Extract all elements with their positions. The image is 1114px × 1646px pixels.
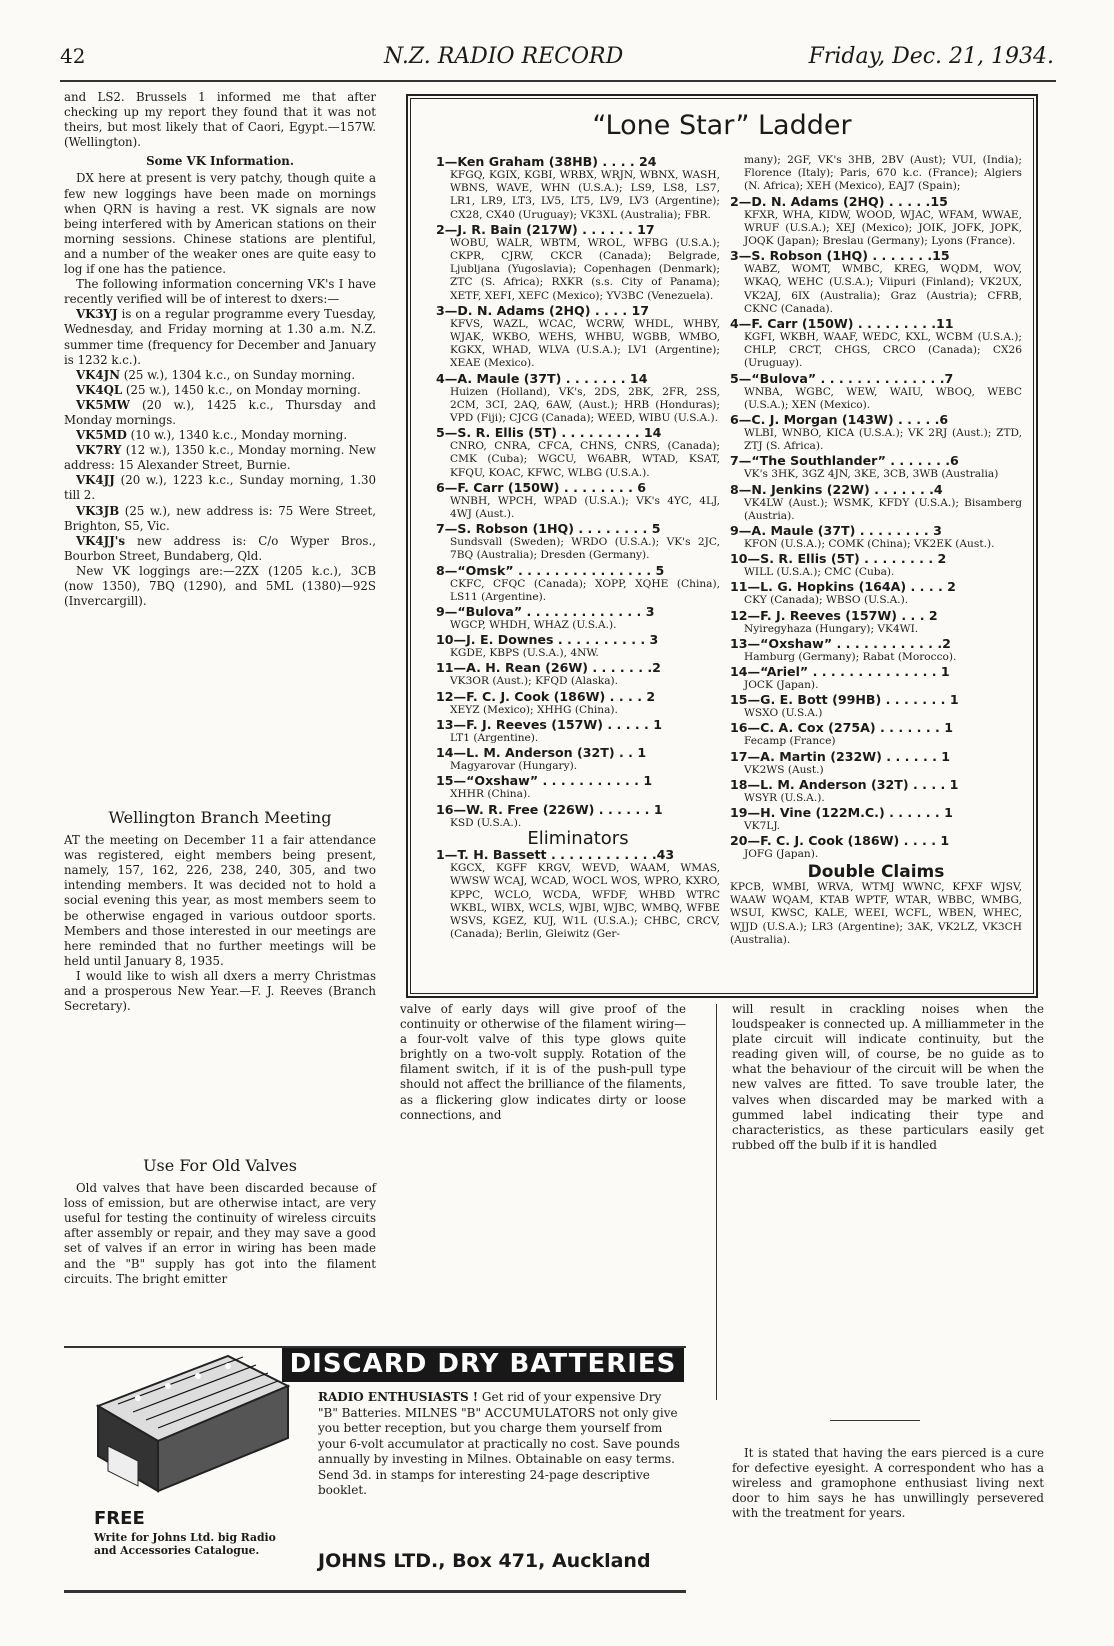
ladder-left-entries <box>436 154 720 830</box>
vk-callsign: VK3JB <box>76 503 120 518</box>
ladder-entry-stations: Fecamp (France) <box>744 735 836 748</box>
ladder-entry-rank: 4—A. Maule (37T) . . . . . . . 14 <box>436 370 648 386</box>
vk-station-details: (25 w.), new address is: 75 Were Street, Brighton, S5, Vic. <box>64 503 376 533</box>
ladder-entry-rank: 14—L. M. Anderson (32T) . . 1 <box>436 745 647 761</box>
ladder-entry-rank: 2—J. R. Bain (217W) . . . . . . 17 <box>436 221 655 237</box>
vk-callsign: VK4JJ's <box>76 533 126 548</box>
old-valves-heading: Use For Old Valves <box>143 1156 297 1175</box>
left-column <box>64 90 376 609</box>
vk-station-item <box>64 428 376 443</box>
ladder-left-column <box>436 154 720 941</box>
ladder-entry-stations: VK7LJ. <box>744 820 781 833</box>
vk-station-item <box>64 473 376 503</box>
accumulator-illustration <box>78 1346 298 1496</box>
ladder-entry-rank: 3—S. Robson (1HQ) . . . . . . .15 <box>730 248 950 264</box>
ladder-entry-rank: 10—S. R. Ellis (5T) . . . . . . . . 2 <box>730 551 947 567</box>
ad-top-rule <box>64 1346 686 1348</box>
ladder-entry-stations: CKY (Canada); WBSO (U.S.A.). <box>744 594 909 607</box>
ladder-entry-stations: XHHR (China). <box>450 788 531 801</box>
old-valves-section <box>64 1158 376 1287</box>
ladder-entry-rank: 2—D. N. Adams (2HQ) . . . . .15 <box>730 193 948 209</box>
ladder-entry-rank: 14—“Ariel” . . . . . . . . . . . . . . 1 <box>730 664 950 680</box>
ad-body <box>318 1390 682 1499</box>
ladder-entry-stations: XEYZ (Mexico); XHHG (China). <box>450 703 618 716</box>
ladder-entry-rank: 13—F. J. Reeves (157W) . . . . . 1 <box>436 716 662 732</box>
vk-station-item <box>64 534 376 564</box>
vk-callsign: VK4QL <box>76 382 123 397</box>
vk-callsign: VK4JN <box>76 367 120 382</box>
ladder-entry-stations: WABZ, WOMT, WMBC, KREG, WQDM, WOV, WKAQ, WEHC (U.S.A.); Viipuri (Finland); VK2UX, VK2AJ, 6IX (Australia); Graz (Austria); CFRB, CKNC (Canada). <box>744 263 1022 315</box>
ladder-entry-rank: 4—F. Carr (150W) . . . . . . . . .11 <box>730 316 954 332</box>
ladder-entry-stations: Sundsvall (Sweden); WRDO (U.S.A.); VK's 2JC, 7BQ (Australia); Dresden (Germany). <box>450 536 720 562</box>
vk-callsign: VK5MD <box>76 428 127 443</box>
ladder-entry-stations: WSXO (U.S.A.) <box>744 707 823 720</box>
ladder-right-column <box>730 154 1022 947</box>
vk-paragraph-3: New VK loggings are:—2ZX (1205 k.c.), 3CB (now 1350), 7BQ (1290), and 5ML (1380)—92S (Invercargill). <box>64 563 376 609</box>
ladder-entry-stations: Nyiregyhaza (Hungary); VK4WI. <box>744 622 919 635</box>
column-divider <box>716 1004 717 1400</box>
old-valves-paragraph: Old valves that have been discarded because of loss of emission, but are otherwise intact, are very useful for testing the continuity of wireless circuits after assembly or repair, and they may save a good set of valves if an error in wiring has been made and the "B" supply has got into the filament circuits. The bright emitter <box>64 1181 376 1286</box>
ladder-entry-stations: LT1 (Argentine). <box>450 731 539 744</box>
ladder-entry-rank: 17—A. Martin (232W) . . . . . . 1 <box>730 748 951 764</box>
ladder-entry-stations: WILL (U.S.A.); CMC (Cuba). <box>744 566 895 579</box>
ladder-entry-stations: KSD (U.S.A.). <box>450 816 522 829</box>
vk-callsign: VK5MW <box>76 397 130 412</box>
wellington-heading: Wellington Branch Meeting <box>108 808 332 827</box>
batteries-advertisement <box>64 1340 686 1620</box>
ladder-entry-rank: 3—D. N. Adams (2HQ) . . . . 17 <box>436 302 650 318</box>
ladder-entry-stations: JOFG (Japan). <box>744 848 819 861</box>
middle-column-text: valve of early days will give proof of the continuity or otherwise of the filament wiring—a four-volt valve of this type glows quite brightly on a two-volt supply. Rotation of the filament switch, if it is of the push-pull type should not affect the brilliance of the filaments, as a flickering glow indicates dirty or loose connections, and <box>400 1002 686 1122</box>
ladder-entry-rank: 9—A. Maule (37T) . . . . . . . . 3 <box>730 523 942 539</box>
ladder-entry-rank: 19—H. Vine (122M.C.) . . . . . . 1 <box>730 805 953 821</box>
wellington-paragraph-2: I would like to wish all dxers a merry Christmas and a prosperous New Year.—F. J. Reeves (Branch Secretary). <box>64 968 376 1014</box>
ladder-entry-rank: 11—A. H. Rean (26W) . . . . . . .2 <box>436 660 661 676</box>
ladder-entry-stations: VK4LW (Aust.); WSMK, KFDY (U.S.A.); Bisamberg (Austria). <box>744 496 1022 522</box>
vk-paragraph-2: The following information concerning VK's I have recently verified will be of interest to dxers:— <box>64 277 376 307</box>
vk-station-item <box>64 504 376 534</box>
ladder-entry-stations: KGDE, KBPS (U.S.A.), 4NW. <box>450 647 599 660</box>
ladder-entry-stations: CKFC, CFQC (Canada); XOPP, XQHE (China), LS11 (Argentine). <box>450 577 720 603</box>
issue-date: Friday, Dec. 21, 1934. <box>808 44 1054 69</box>
ladder-entry-rank: 5—S. R. Ellis (5T) . . . . . . . . . 14 <box>436 425 662 441</box>
right-column <box>732 1002 1044 1153</box>
vk-callsign: VK3YJ <box>76 307 118 322</box>
wellington-section <box>64 810 376 1014</box>
ladder-entry-rank: 11—L. G. Hopkins (164A) . . . . 2 <box>730 579 956 595</box>
vk-station-details: (20 w.), 1425 k.c., Thursday and Monday mornings. <box>64 397 376 427</box>
page-number: 42 <box>60 44 86 68</box>
ladder-entry-rank: 6—C. J. Morgan (143W) . . . . .6 <box>730 412 949 428</box>
ladder-entry-stations: KFGQ, KGIX, KGBI, WRBX, WRJN, WBNX, WASH, WBNS, WAVE, WHN (U.S.A.); LS9, LS8, LS7, LR1, LR9, LT3, LV5, LT5, LV9, LV3 (Argentine); CX28, CX40 (Uruguay); VK3XL (Australia); FBR. <box>450 169 720 221</box>
ladder-entry-rank: 10—J. E. Downes . . . . . . . . . . 3 <box>436 632 659 648</box>
vk-station-item <box>64 443 376 473</box>
ladder-entry-stations: JOCK (Japan). <box>744 679 819 692</box>
ladder-entry-stations: KFVS, WAZL, WCAC, WCRW, WHDL, WHBY, WJAK, WKBO, WEHS, WHBU, WGBB, WMBO, KGKX, WHAD, WLVA (U.S.A.); LV1 (Argentine); XEAE (Mexico). <box>450 317 720 370</box>
ladder-entry-stations: KFON (U.S.A.); COMK (China); VK2EK (Aust.). <box>744 538 995 551</box>
eliminator-stations: KGCX, KGFF KRGV, WEVD, WAAM, WMAS, WWSW WCAJ, WCAD, WOCL WOS, WPRO, KXRO, KPPC, WCLO, WCDA, WFDF, WHBD WTRC WKBL, WIBX, WCLS, WJBI, WJBC, WMBQ, WFBE WSVS, KGEZ, KUJ, W1L (U.S.A.); CHBC, CRCV, (Canada); Berlin, Gleiwitz (Ger- <box>450 862 720 941</box>
ladder-entry-stations: WOBU, WALR, WBTM, WROL, WFBG (U.S.A.); CKPR, CJRW, CKCR (Canada); Belgrade, Ljubljana (Yugoslavia); Copenhagen (Denmark); ZTC (S. Africa); RXKR (s.s. City of Panama); XETF, XEFI, XEFC (Mexico); YV3BC (Venezuela). <box>450 236 720 302</box>
ladder-entry-rank: 8—N. Jenkins (22W) . . . . . . .4 <box>730 481 943 497</box>
ladder-entry-stations: WNBH, WPCH, WPAD (U.S.A.); VK's 4YC, 4LJ, 4WJ (Aust.). <box>450 494 720 521</box>
right-column-text: will result in crackling noises when the loudspeaker is connected up. A milliammeter in the plate circuit will indicate continuity, but the reading given will, of course, be no guide as to what the behaviour of the circuit will be when the new valves are fitted. To save trouble later, the valves when discarded may be marked with a gummed label indicating their type and characteristics, as these particulars easily get rubbed off the bulb if it is handled <box>732 1002 1044 1152</box>
vk-paragraph-1: DX here at present is very patchy, though quite a few new loggings have been made on mornings when QRN is having a rest. VK signals are now being interfered with by American stations on their morning sessions. Chinese stations are plentiful, and a number of the weaker ones are quite easy to log if one has the patience. <box>64 171 376 277</box>
vk-station-details: (25 w.), 1450 k.c., on Monday morning. <box>122 382 361 397</box>
ladder-entry-rank: 9—“Bulova” . . . . . . . . . . . . . 3 <box>436 604 655 620</box>
vk-station-details: new address is: C/o Wyper Bros., Bourbon Street, Bundaberg, Qld. <box>64 533 376 563</box>
ladder-entry-stations: VK3OR (Aust.); KFQD (Alaska). <box>450 675 619 688</box>
vk-heading: Some VK Information. <box>146 154 294 169</box>
middle-column <box>400 1002 686 1123</box>
ladder-title: “Lone Star” Ladder <box>592 110 852 141</box>
intro-paragraph: and LS2. Brussels 1 informed me that after checking up my report they found that it was not theirs, but most likely that of Caori, Egypt.—157W. (Wellington). <box>64 90 376 150</box>
vk-station-item <box>64 383 376 398</box>
ladder-entry-rank: 15—G. E. Bott (99HB) . . . . . . . 1 <box>730 692 959 708</box>
vk-station-item <box>64 398 376 428</box>
ears-paragraph: It is stated that having the ears pierced is a cure for defective eyesight. A correspondent who has a wireless and gramophone enthusiast living next door to him says he has unwillingly persevered with the treatment for years. <box>732 1446 1044 1521</box>
ladder-entry-stations: WGCP, WHDH, WHAZ (U.S.A.). <box>450 619 617 632</box>
page-header <box>60 44 1054 74</box>
vk-callsign: VK7RY <box>76 443 122 458</box>
vk-station-item <box>64 307 376 367</box>
ad-free-text: Write for Johns Ltd. big Radio and Accessories Catalogue. <box>94 1531 276 1557</box>
ladder-entry-stations: WNBA, WGBC, WEW, WAIU, WBOQ, WEBC (U.S.A.); XEN (Mexico). <box>744 385 1022 411</box>
vk-callsign: VK4JJ <box>76 473 115 488</box>
vk-station-details: (20 w.), 1223 k.c., Sunday morning, 1.30 till 2. <box>64 473 376 503</box>
ladder-entry-rank: 15—“Oxshaw” . . . . . . . . . . . 1 <box>436 773 653 789</box>
ladder-entry-rank: 18—L. M. Anderson (32T) . . . . 1 <box>730 776 959 792</box>
ladder-entry-rank: 7—“The Southlander” . . . . . . .6 <box>730 453 959 469</box>
ladder-entry-stations: KFXR, WHA, KIDW, WOOD, WJAC, WFAM, WWAE, WRUF (U.S.A.); XEJ (Mexico); JOIK, JOFK, JOPK, JOQK (Japan); Breslau (Germany); Lyons (France). <box>744 208 1022 248</box>
double-claims-stations: KPCB, WMBI, WRVA, WTMJ WWNC, KFXF WJSV, WAAW WQAM, KTAB WPTF, WTAR, WBBC, WMBG, WSUI, KWSC, KALE, WEEI, WCFL, WBEN, WHEC, WJJD (U.S.A.); LR3 (Argentine); 3AK, VK2LZ, VK3CH (Australia). <box>730 881 1022 946</box>
ad-lead: RADIO ENTHUSIASTS ! <box>318 1390 479 1404</box>
ladder-right-entries <box>730 194 1022 862</box>
vk-station-details: (10 w.), 1340 k.c., Monday morning. <box>126 428 348 443</box>
ladder-continuation: many); 2GF, VK's 3HB, 2BV (Aust); VUI, (India); Florence (Italy); Paris, 670 k.c. (France); Algiers (N. Africa); XEH (Mexico), EAJ7 (Spain); <box>744 154 1022 193</box>
ears-item <box>732 1446 1044 1521</box>
publication-title: N.Z. RADIO RECORD <box>384 44 624 69</box>
ladder-entry-rank: 20—F. C. J. Cook (186W) . . . . 1 <box>730 833 950 849</box>
ad-free: FREE <box>94 1508 145 1529</box>
ladder-entry-rank: 13—“Oxshaw” . . . . . . . . . . . .2 <box>730 635 951 651</box>
ladder-entry-rank: 6—F. Carr (150W) . . . . . . . . 6 <box>436 479 647 495</box>
ladder-entry-rank: 16—C. A. Cox (275A) . . . . . . . 1 <box>730 720 953 736</box>
vk-station-details: (12 w.), 1350 k.c., Monday morning. New address: 15 Alexander Street, Burnie. <box>64 443 376 473</box>
ladder-entry-rank: 7—S. Robson (1HQ) . . . . . . . . 5 <box>436 521 661 537</box>
ladder-entry-rank: 5—“Bulova” . . . . . . . . . . . . . .7 <box>730 370 954 386</box>
ladder-entry-rank: 12—F. J. Reeves (157W) . . . 2 <box>730 607 938 623</box>
vk-station-details: is on a regular programme every Tuesday, Wednesday, and Friday morning at 1.30 a.m. N.Z. summer time (frequency for December and January is 1232 k.c.). <box>64 307 376 367</box>
ladder-entry-stations: Huizen (Holland), VK's, 2DS, 2BK, 2FR, 2SS, 2CM, 3CI, 2AQ, 6AW, (Aust.); HRB (Honduras); VPD (Fiji); CJCG (Canada); WEED, WIBU (U.S.A.). <box>450 385 720 425</box>
ladder-entry-rank: 16—W. R. Free (226W) . . . . . . 1 <box>436 801 663 817</box>
ladder-entry-stations: Magyarovar (Hungary). <box>450 760 578 773</box>
ad-bottom-rule <box>64 1590 686 1593</box>
vk-station-details: (25 w.), 1304 k.c., on Sunday morning. <box>119 367 356 382</box>
vk-station-item <box>64 368 376 383</box>
wellington-paragraph-1: AT the meeting on December 11 a fair attendance was registered, eight members being present, namely, 157, 162, 226, 238, 240, 305, and two intending members. It was decided not to hold a social evening this year, as most members seem to be otherwise engaged in various outdoor sports. Members and those interested in our meetings are here reminded that no further meetings will be held until January 8, 1935. <box>64 833 376 968</box>
ladder-entry-stations: Hamburg (Germany); Rabat (Morocco). <box>744 650 957 663</box>
ad-johns-address: JOHNS LTD., Box 471, Auckland <box>318 1550 651 1572</box>
vk-list <box>64 307 376 564</box>
header-rule <box>60 80 1056 82</box>
ladder-entry-rank: 8—“Omsk” . . . . . . . . . . . . . . . 5 <box>436 562 665 578</box>
ladder-entry-stations: WSYR (U.S.A.). <box>744 791 825 804</box>
ladder-entry-stations: VK2WS (Aust.) <box>744 763 824 776</box>
ladder-entry-stations: KGFI, WKBH, WAAF, WEDC, KXL, WCBM (U.S.A.); CHLP, CRCT, CHGS, CRCO (Canada); CX26 (Uruguay). <box>744 331 1022 370</box>
ad-banner: DISCARD DRY BATTERIES <box>282 1346 684 1382</box>
ladder-entry-rank: 1—Ken Graham (38HB) . . . . 24 <box>436 154 657 169</box>
ladder-entry-stations: VK's 3HK, 3GZ 4JN, 3KE, 3CB, 3WB (Australia) <box>744 468 999 481</box>
ladder-entry-rank: 12—F. C. J. Cook (186W) . . . . 2 <box>436 688 656 704</box>
double-claims-heading: Double Claims <box>807 861 945 882</box>
ladder-entry-stations: CNRO, CNRA, CFCA, CHNS, CNRS, (Canada); CMK (Cuba); WGCU, W6ABR, WTAD, KSAT, KFQU, KOAC, KFWC, WLBG (U.S.A.). <box>450 440 720 479</box>
eliminator-rank: 1—T. H. Bassett . . . . . . . . . . . .43 <box>436 847 675 863</box>
ad-text: Get rid of your expensive Dry "B" Batteries. MILNES "B" ACCUMULATORS not only give you better reception, but you charge them yourself from your 6-volt accumulator at practically no cost. Save pounds annually by investing in Milnes. Obtainable on easy terms. Send 3d. in stamps for interesting 24-page descriptive booklet. <box>318 1390 680 1497</box>
ladder-entry-stations: WLBI, WNBO, KICA (U.S.A.); VK 2RJ (Aust.); ZTD, ZTJ (S. Africa). <box>744 427 1022 453</box>
eliminators-heading: Eliminators <box>527 827 629 849</box>
short-rule <box>830 1420 920 1421</box>
